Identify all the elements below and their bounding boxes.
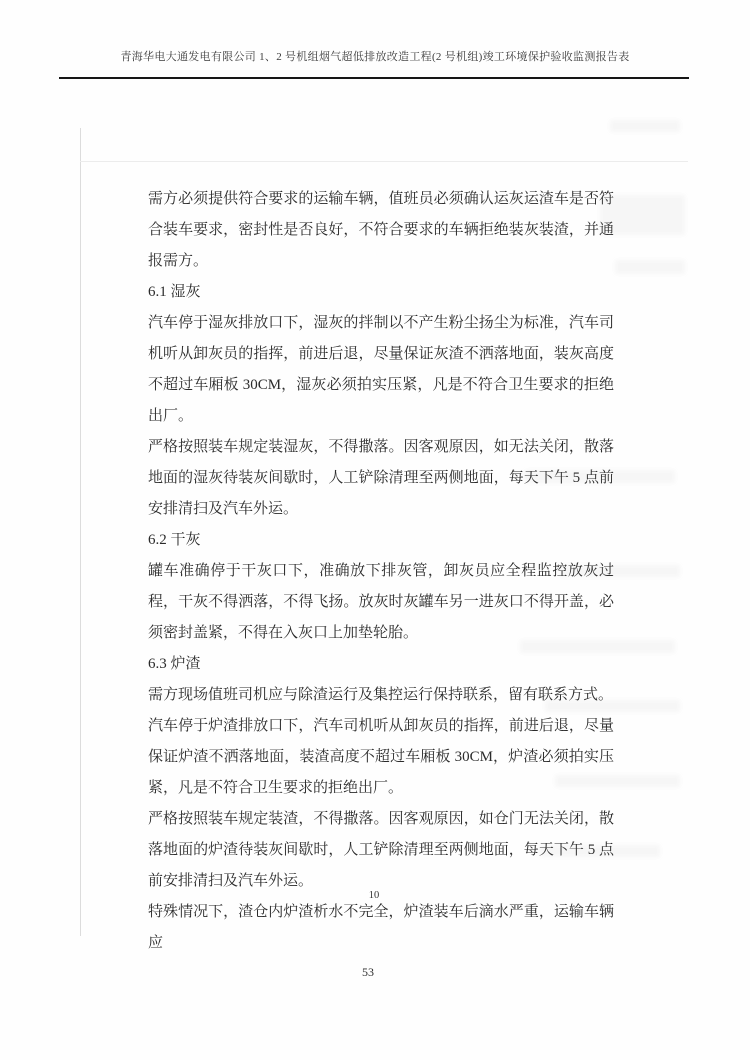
paragraph: 严格按照装车规定装湿灰，不得撒落。因客观原因，如无法关闭，散落地面的湿灰待装灰间歇时，人工铲除清理至两侧地面，每天下午 5 点前安排清扫及汽车外运。	[148, 439, 614, 517]
inner-page-number: 10	[368, 890, 380, 901]
document-header-title: 青海华电大通发电有限公司 1、2 号机组烟气超低排放改造工程(2 号机组)竣工环境保护验收监测报告表	[120, 51, 630, 63]
paragraph: 严格按照装车规定装渣，不得撒落。因客观原因，如仓门无法关闭，散落地面的炉渣待装灰间歇时，人工铲除清理至两侧地面，每天下午 5 点前安排清扫及汽车外运。	[148, 811, 614, 889]
section-heading: 6.2 干灰	[148, 532, 201, 548]
document-page-number: 53	[362, 965, 374, 979]
table-cell-border-vertical	[80, 128, 81, 936]
scan-artifact	[540, 845, 660, 857]
paragraph: 汽车停于湿灰排放口下，湿灰的拌制以不产生粉尘扬尘为标准，汽车司机听从卸灰员的指挥，前进后退，尽量保证灰渣不洒落地面，装灰高度不超过车厢板 30CM，湿灰必须拍实压紧，凡是不符合卫生要求的拒绝出厂。	[148, 315, 614, 424]
section-heading: 6.1 湿灰	[148, 284, 201, 300]
header-rule-line	[59, 77, 689, 79]
paragraph: 需方现场值班司机应与除渣运行及集控运行保持联系，留有联系方式。	[148, 687, 614, 703]
section-heading: 6.3 炉渣	[148, 656, 201, 672]
scan-artifact	[525, 470, 675, 483]
paragraph: 罐车准确停于干灰口下，准确放下排灰管，卸灰员应全程监控放灰过程，干灰不得洒落，不得飞扬。放灰时灰罐车另一进灰口不得开盖，必须密封盖紧，不得在入灰口上加垫轮胎。	[148, 563, 614, 641]
scan-artifact	[555, 775, 680, 787]
scan-artifact	[560, 565, 680, 577]
scan-artifact	[545, 700, 680, 712]
scan-artifact	[520, 640, 675, 653]
body-text-block	[148, 184, 614, 959]
scan-artifact	[600, 195, 685, 235]
scan-artifact	[615, 260, 685, 274]
scan-artifact	[610, 120, 680, 132]
paragraph: 汽车停于炉渣排放口下，汽车司机听从卸灰员的指挥，前进后退，尽量保证炉渣不洒落地面，装渣高度不超过车厢板 30CM，炉渣必须拍实压紧，凡是不符合卫生要求的拒绝出厂。	[148, 718, 614, 796]
table-cell-border-horizontal	[80, 161, 688, 162]
paragraph: 特殊情况下，渣仓内炉渣析水不完全，炉渣装车后滴水严重，运输车辆应	[148, 904, 614, 951]
paragraph: 需方必须提供符合要求的运输车辆，值班员必须确认运灰运渣车是否符合装车要求，密封性是否良好，不符合要求的车辆拒绝装灰装渣，并通报需方。	[148, 191, 614, 269]
